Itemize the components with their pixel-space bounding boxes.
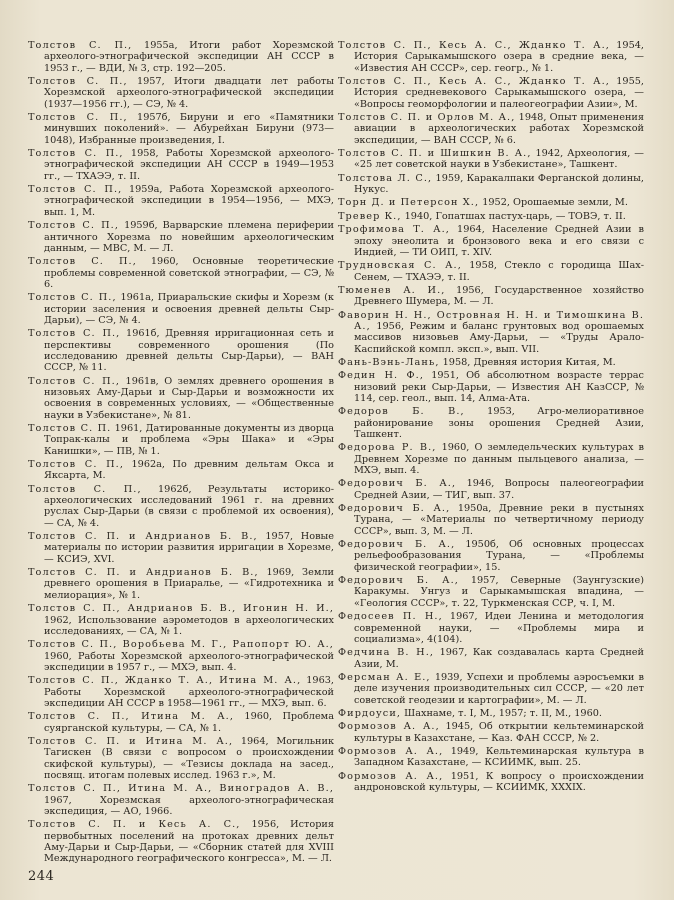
entry-text: 1961, Датированные документы из дворца Топрак-калы и проблема «Эры Шака» и «Эры Канишки», — ПВ, № 1.	[44, 423, 335, 457]
entry-author: Толстов С. П.,	[28, 148, 124, 160]
entry-author: Толстов С. П.,	[28, 112, 128, 124]
bibliography-entry	[338, 746, 644, 769]
entry-text: 1960, О земледельческих культурах в Древнем Хорезме по данным пыльцевого анализа, — МХЭ, вып. 4.	[354, 442, 644, 477]
entry-text: 1942, Археология, — «25 лет советской науки в Узбекистане», Ташкент.	[354, 148, 644, 171]
bibliography-entry	[28, 328, 334, 373]
entry-author: Федчина В. Н.,	[338, 647, 435, 659]
bibliography-entry	[28, 711, 334, 734]
entry-text: 1955а, Итоги работ Хорезмской археолого-этнографической экспедиции АН СССР в 1953 г., — ВДИ, № 3, стр. 192—205.	[44, 40, 334, 74]
bibliography-entry	[338, 148, 644, 171]
entry-text: 1958, Стекло с городища Шах-Сенем, — ТХАЭЭ, т. II.	[354, 260, 645, 283]
bibliography-entry	[28, 736, 334, 781]
bibliography-entry	[28, 459, 334, 482]
entry-text: 1969, Земли древнего орошения в Приаралье, — «Гидротехника и мелиорация», № 1.	[44, 567, 334, 601]
bibliography-entry	[28, 567, 334, 601]
entry-author: Толстов С. П., Жданко Т. А., Итина М. А.,	[28, 675, 302, 687]
entry-author: Толстов С. П.,	[28, 328, 121, 340]
bibliography-entry	[338, 708, 644, 719]
bibliography-entry	[28, 184, 334, 218]
entry-text: 1953, Агро-мелиоративное районирование зоны орошения Средней Азии, Ташкент.	[354, 406, 644, 440]
bibliography-entry	[28, 112, 334, 146]
entry-author: Толстов С. П., Воробьева М. Г., Рапопорт Ю. А.,	[28, 639, 334, 651]
entry-text: 1957, Итоги двадцати лет работы Хорезмской археолого-этнографической экспедиции (1937—1956 гг.), — СЭ, № 4.	[44, 76, 334, 110]
entry-author: Формозов А. А.,	[338, 721, 440, 733]
bibliography-entry	[28, 256, 334, 290]
bibliography-entry	[28, 639, 334, 673]
entry-author: Толстов С. П.,	[28, 459, 124, 471]
entry-text: 1963, Работы Хорезмской археолого-этнографической экспедиции АН СССР в 1958—1961 гг., — МХЭ, вып. 6.	[44, 675, 334, 709]
entry-author: Толстова Л. С.,	[338, 172, 433, 184]
entry-author: Толстов С. П. и Андрианов Б. В.,	[28, 567, 259, 579]
bibliography-entry	[28, 76, 334, 110]
entry-text: 1962, Использование аэрометодов в археологических исследованиях, — СА, № 1.	[44, 614, 334, 637]
entry-text: 1945, Об открытии кельтеминарской культуры в Казахстане, — Каз. ФАН СССР, № 2.	[354, 721, 644, 744]
bibliography-entry	[338, 647, 644, 670]
bibliography-entry	[338, 406, 644, 440]
bibliography-entry	[28, 819, 334, 864]
bibliography-entry	[338, 611, 644, 645]
bibliography-left-column	[28, 40, 334, 867]
entry-text: 1959, Каракалпаки Ферганской долины, Нукус.	[354, 172, 644, 196]
entry-author: Фирдоуси,	[338, 707, 402, 719]
entry-author: Толстов С. П., Андрианов Б. В., Игонин Н. И.,	[28, 603, 334, 615]
bibliography-entry	[338, 539, 644, 573]
bibliography-entry	[338, 478, 644, 501]
entry-author: Толстов С. П. и Андрианов Б. В.,	[28, 531, 258, 543]
entry-text: 1949, Кельтеминарская культура в Западном Казахстане, — КСИИМК, вып. 25.	[354, 745, 644, 769]
bibliography-entry	[338, 173, 644, 196]
bibliography-entry	[338, 40, 644, 74]
entry-text: 1964, Могильник Тагискен (В связи с вопросом о происхождении скифской культуры), — «Тезисы доклада на засед., посвящ. итогам полевых исслед. 1963 г.», М.	[44, 735, 334, 781]
entry-text: 1957, Новые материалы по истории развития ирригации в Хорезме, — КСИЭ, XVI.	[44, 531, 334, 565]
entry-author: Федосеев П. Н.,	[338, 611, 443, 623]
entry-author: Толстов С. П.,	[28, 256, 137, 268]
entry-author: Толстов С. П. и Итина М. А.,	[28, 735, 234, 747]
bibliography-entry	[338, 76, 644, 110]
bibliography-entry	[338, 224, 644, 258]
entry-text: 1951, К вопросу о происхождении андроновской культуры, — КСИИМК, XXXIX.	[354, 770, 644, 793]
bibliography-entry	[338, 442, 644, 476]
entry-text: 1967, Идеи Ленина и методология современной науки, — «Проблемы мира и социализма», 4(104).	[354, 611, 644, 645]
bibliography-entry	[338, 503, 644, 537]
entry-author: Трофимова Т. А.,	[338, 224, 450, 236]
entry-author: Толстов С. П., Итина М. А.,	[28, 711, 235, 723]
entry-text: 1959б, Варварские племена периферии античного Хорезма по новейшим археологическим данным, — МВС, М. — Л.	[44, 220, 334, 254]
entry-author: Толстов С. П. и Кесь А. С.,	[28, 819, 241, 831]
entry-author: Федорович Б. А.,	[338, 575, 459, 587]
entry-text: 1961в, О землях древнего орошения в низовьях Аму-Дарьи и Сыр-Дарьи и возможности их освоения в современных условиях, — «Общественные науки в Узбекистане», № 81.	[44, 375, 334, 421]
entry-author: Ферсман А. Е.,	[338, 671, 431, 683]
entry-text: 1940, Гопатшах пастух-царь, — ТОВЭ, т. II.	[404, 210, 626, 222]
bibliography-entry	[28, 376, 334, 421]
entry-text: 1939, Успехи и проблемы аэросъемки в деле изучения производительных сил СССР, — «20 лет советской геодезии и картографии», М. — Л.	[354, 671, 645, 706]
entry-text: Шахнаме, т. I, М., 1957; т. II, М., 1960.	[404, 707, 602, 719]
entry-text: 1950б, Об основных процессах рельефообразования Турана, — «Проблемы физической географии», 15.	[354, 539, 644, 573]
bibliography-entry	[28, 220, 334, 254]
bibliography-entry	[338, 260, 644, 283]
entry-text: 1951, Об абсолютном возрасте террас низовий реки Сыр-Дарьи, — Известия АН КазССР, № 114, сер. геол., вып. 14, Алма-Ата.	[354, 370, 644, 404]
entry-text: 1962а, По древним дельтам Окса и Яксарта, М.	[44, 459, 334, 482]
entry-text: 1964, Население Средней Азии в эпоху энеолита и бронзового века и его связи с Индией, — ТИ ОИП, т. XIV.	[354, 224, 644, 258]
bibliography-entry	[28, 675, 334, 709]
bibliography-entry	[338, 285, 644, 308]
entry-author: Федорова Р. В.,	[338, 442, 437, 454]
entry-author: Толстов С. П.,	[28, 40, 133, 51]
entry-text: 1959а, Работа Хорезмской археолого-этнографической экспедиции в 1954—1956, — МХЭ, вып. 1, М.	[44, 184, 334, 218]
bibliography-entry	[28, 484, 334, 529]
bibliography-entry	[28, 783, 334, 817]
entry-text: 1957, Северные (Заунгузские) Каракумы. Унгуз и Сарыкамышская впадина, — «Геология СССР», т. 22, Туркменская ССР, ч. I, М.	[354, 575, 644, 609]
entry-text: 1961а, Приаральские скифы и Хорезм (к истории заселения и освоения древней дельты Сыр-Дарьи), — СЭ, № 4.	[44, 292, 334, 326]
entry-author: Трудновская С. А.,	[338, 260, 462, 272]
entry-author: Федорович Б. А.,	[338, 539, 456, 551]
bibliography-entry	[338, 197, 644, 208]
entry-author: Толстов С. П.,	[28, 375, 121, 387]
entry-text: 1967, Как создавалась карта Средней Азии, М.	[354, 647, 644, 670]
entry-author: Фаворин Н. Н., Островная Н. Н. и Тимошкина В. А.,	[338, 309, 644, 332]
entry-text: 1955, История средневекового Сарыкамышского озера, — «Вопросы геоморфологии и палеогеографии Азии», М.	[354, 76, 644, 110]
bibliography-entry	[338, 575, 644, 609]
entry-text: 1952, Орошаемые земли, М.	[482, 197, 628, 209]
entry-text: 1962б, Результаты историко-археологических исследований 1961 г. на древних руслах Сыр-Дарьи (в связи с проблемой их освоения), — СА, № 4.	[44, 483, 334, 529]
entry-author: Торн Д. и Петерсон Х.,	[338, 197, 480, 209]
entry-text: 1957б, Бируни и его «Памятники минувших поколений». — Абурейхан Бируни (973—1048), Избранные произведения, I.	[44, 112, 334, 146]
bibliography-entry	[338, 672, 644, 706]
entry-author: Толстов С. П.,	[28, 76, 128, 88]
entry-author: Толстов С. П., Кесь А. С., Жданко Т. А.,	[338, 76, 610, 88]
entry-text: 1956, История первобытных поселений на протоках древних дельт Аму-Дарьи и Сыр-Дарьи, — «Сборник статей для XVIII Международного географического конгресса», М. — Л.	[44, 819, 334, 865]
entry-author: Толстов С. П., Кесь А. С., Жданко Т. А.,	[338, 40, 610, 51]
entry-text: 1954, История Сарыкамышского озера в средние века, — «Известия АН СССР», сер. геогр., № 1.	[354, 40, 644, 74]
entry-text: 1967, Хорезмская археолого-этнографическая экспедиция, — АО, 1966.	[44, 794, 334, 817]
page-number: 244	[28, 869, 55, 884]
entry-author: Тюменев А. И.,	[338, 284, 446, 296]
entry-author: Федоров Б. В.,	[338, 406, 465, 418]
entry-author: Толстов С. П.,	[28, 483, 142, 495]
bibliography-entry	[338, 370, 644, 404]
entry-author: Толстов С. П., Итина М. А., Виноградов А. В.,	[28, 783, 334, 795]
bibliography-entry	[338, 211, 644, 222]
entry-author: Формозов А. А.,	[338, 770, 444, 782]
bibliography-entry	[338, 721, 644, 744]
bibliography-entry	[28, 603, 334, 637]
entry-text: 1956, Государственное хозяйство Древнего Шумера, М. — Л.	[354, 284, 644, 308]
entry-author: Толстов С. П.	[28, 423, 112, 434]
entry-text: 1960, Проблема суярганской культуры, — СА, № 1.	[44, 711, 334, 734]
entry-text: 1948, Опыт применения авиации в археологических работах Хорезмской экспедиции, — ВАН СССР, № 6.	[354, 112, 644, 146]
bibliography-entry	[28, 531, 334, 565]
entry-text: 1958, Древняя история Китая, М.	[442, 356, 616, 368]
entry-author: Толстов С. П.,	[28, 220, 120, 232]
bibliography-entry	[28, 148, 334, 182]
entry-author: Толстов С. П.,	[28, 184, 123, 196]
bibliography-entry	[338, 771, 644, 794]
bibliography-right-column	[338, 40, 644, 795]
bibliography-entry	[28, 292, 334, 326]
entry-author: Формозов А. А.,	[338, 745, 444, 757]
entry-author: Толстов С. П.,	[28, 292, 117, 304]
entry-text: 1950а, Древние реки в пустынях Турана, — «Материалы по четвертичному периоду СССР», вып. 3, М. — Л.	[354, 503, 644, 537]
entry-text: 1960, Основные теоретические проблемы современной советской этнографии, — СЭ, № 6.	[44, 256, 334, 290]
entry-text: 1946, Вопросы палеогеографии Средней Азии, — ТИГ, вып. 37.	[354, 478, 644, 501]
entry-author: Федорович Б. А.,	[338, 503, 451, 515]
bibliography-entry	[338, 357, 644, 368]
entry-author: Тревер К.,	[338, 210, 402, 222]
entry-text: 1960, Работы Хорезмской археолого-этнографической экспедиции в 1957 г., — МХЭ, вып. 4.	[44, 650, 334, 673]
entry-author: Фань-Вэнь-Лань,	[338, 356, 440, 368]
bibliography-entry	[28, 423, 334, 457]
entry-text: 1956, Режим и баланс грунтовых вод орошаемых массивов низовьев Аму-Дарьи, — «Труды Арало-Каспийской компл. эксп.», вып. VII.	[354, 320, 644, 355]
entry-author: Толстов С. П. и Шишкин В. А.,	[338, 148, 532, 160]
bibliography-entry	[338, 112, 644, 146]
entry-author: Федорович Б. А.,	[338, 478, 457, 490]
entry-author: Федин Н. Ф.,	[338, 370, 425, 382]
entry-author: Толстов С. П. и Орлов М. А.,	[338, 112, 516, 124]
entry-text: 1961б, Древняя ирригационная сеть и перспективы современного орошения (По исследованию древней дельты Сыр-Дарьи), — ВАН СССР, № 11.	[44, 328, 334, 374]
bibliography-entry	[338, 310, 644, 355]
bibliography-entry	[28, 40, 334, 74]
entry-text: 1958, Работы Хорезмской археолого-этнографической экспедиции АН СССР в 1949—1953 гг., — ТХАЭЭ, т. II.	[44, 148, 334, 182]
